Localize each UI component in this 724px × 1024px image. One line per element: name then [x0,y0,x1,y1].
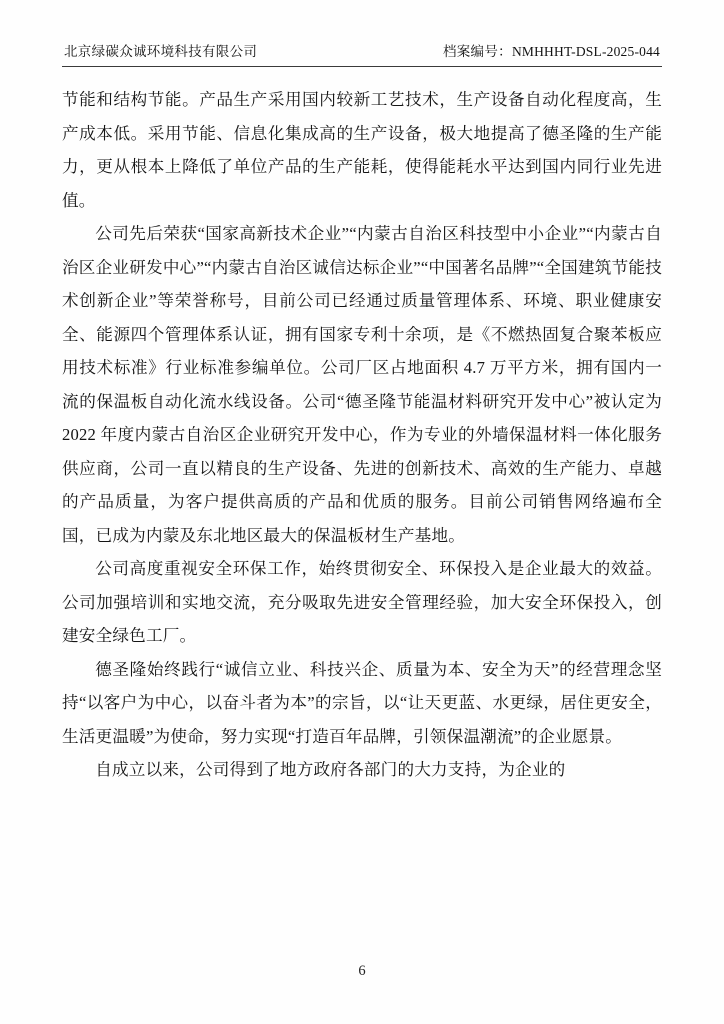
document-body [62,83,662,787]
archive-code: NMHHHT-DSL-2025-044 [511,44,660,59]
paragraph-3: 公司高度重视安全环保工作，始终贯彻安全、环保投入是企业最大的效益。公司加强培训和实地交流，充分吸取先进安全管理经验，加大安全环保投入，创建安全绿色工厂。 [62,559,662,646]
page-number: 6 [358,963,366,979]
paragraph-5: 自成立以来，公司得到了地方政府各部门的大力支持，为企业的 [95,760,566,780]
archive-label: 档案编号： [442,44,512,59]
paragraph-4: 德圣隆始终践行“诚信立业、科技兴企、质量为本、安全为天”的经营理念坚持“以客户为中心，以奋斗者为本”的宗旨，以“让天更蓝、水更绿，居住更安全，生活更温暖”为使命，努力实现“打造百年品牌，引领保温潮流”的企业愿景。 [62,659,662,746]
paragraph-1: 节能和结构节能。产品生产采用国内较新工艺技术，生产设备自动化程度高，生产成本低。采用节能、信息化集成高的生产设备，极大地提高了德圣隆的生产能力，更从根本上降低了单位产品的生产能耗，使得能耗水平达到国内同行业先进值。 [62,90,662,210]
header-archive-number [443,44,660,60]
paragraph-2: 公司先后荣获“国家高新技术企业”“内蒙古自治区科技型中小企业”“内蒙古自治区企业研发中心”“内蒙古自治区诚信达标企业”“中国著名品牌”“全国建筑节能技术创新企业”等荣誉称号，目前公司已经通过质量管理体系、环境、职业健康安全、能源四个管理体系认证，拥有国家专利十余项，是《不燃热固复合聚苯板应用技术标准》行业标准参编单位。公司厂区占地面积 4.7 万平方米，拥有国内一流的保温板自动化流水线设备。公司“德圣隆节能温材料研究开发中心”被认定为 2022 年度内蒙古自治区企业研究开发中心，作为专业的外墙保温材料一体化服务供应商，公司一直以精良的生产设备、先进的创新技术、高效的生产能力、卓越的产品质量，为客户提供高质的产品和优质的服务。目前公司销售网络遍布全国，已成为内蒙及东北地区最大的保温板材生产基地。 [62,224,662,545]
page-header [62,44,662,67]
header-company-name: 北京绿碳众诚环境科技有限公司 [64,44,258,59]
